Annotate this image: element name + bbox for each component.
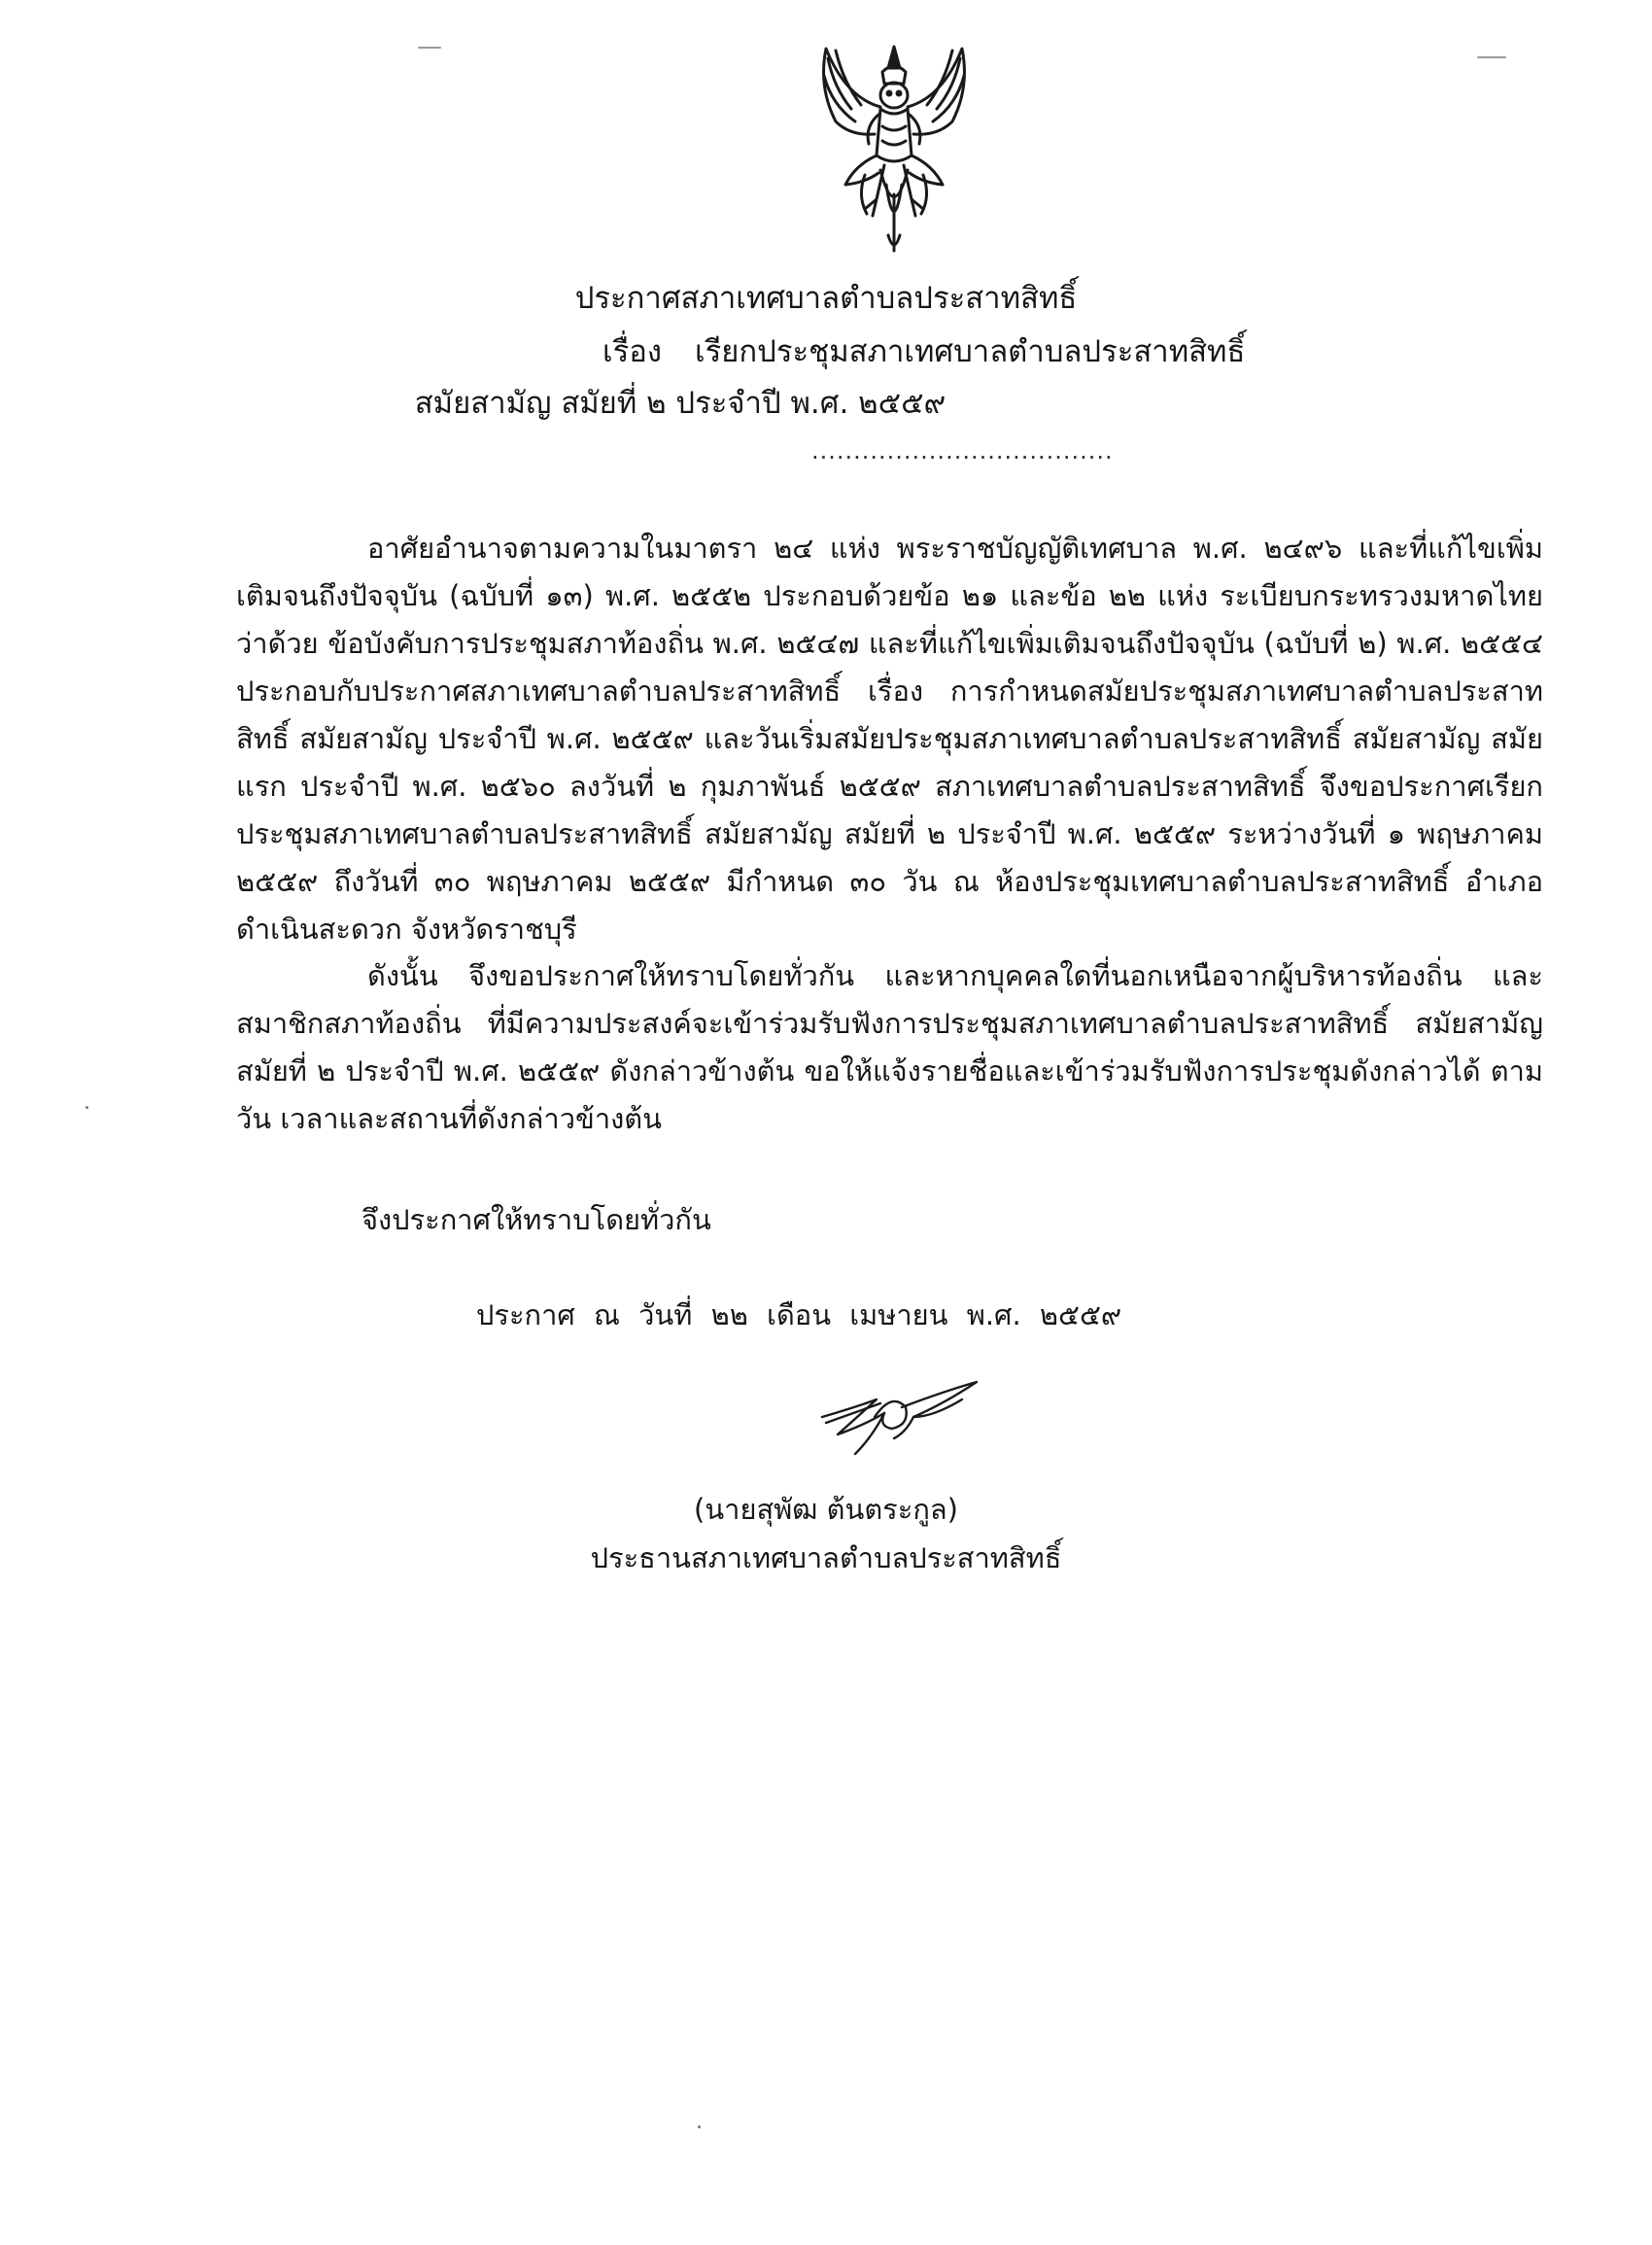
body-paragraph-2: ดังนั้น จึงขอประกาศให้ทราบโดยทั่วกัน และหากบุคคลใดที่นอกเหนือจากผู้บริหารท้องถิ่น และสมาชิกสภาท้องถิ่น ที่มีความประสงค์จะเข้าร่วมรับฟังการประชุมสภาเทศบาลตำบลประสาทสิทธิ์ สมัยสามัญ สมัยที่ ๒ ประจำปี พ.ศ. ๒๕๕๙ ดังกล่าวข้างต้น ขอให้แจ้งรายชื่อและเข้าร่วมรับฟังการประชุมดังกล่าวได้ ตามวัน เวลาและสถานที่ดังกล่าวข้างต้น [236,959,1543,1135]
scan-speck [418,47,441,49]
scan-speck [86,1106,88,1109]
announcement-date: ประกาศ ณ วันที่ ๒๒ เดือน เมษายน พ.ศ. ๒๕๕๙ [476,1298,1122,1331]
body-paragraph-1: อาศัยอำนาจตามความในมาตรา ๒๔ แห่ง พระราชบัญญัติเทศบาล พ.ศ. ๒๔๙๖ และที่แก้ไขเพิ่มเติมจนถึงปัจจุบัน (ฉบับที่ ๑๓) พ.ศ. ๒๕๕๒ ประกอบด้วยข้อ ๒๑ และข้อ ๒๒ แห่ง ระเบียบกระทรวงมหาดไทย ว่าด้วย ข้อบังคับการประชุมสภาท้องถิ่น พ.ศ. ๒๕๔๗ และที่แก้ไขเพิ่มเติมจนถึงปัจจุบัน (ฉบับที่ ๒) พ.ศ. ๒๕๕๔ ประกอบกับประกาศสภาเทศบาลตำบลประสาทสิทธิ์ เรื่อง การกำหนดสมัยประชุมสภาเทศบาลตำบลประสาทสิทธิ์ สมัยสามัญ ประจำปี พ.ศ. ๒๕๕๙ และวันเริ่มสมัยประชุมสภาเทศบาลตำบลประสาทสิทธิ์ สมัยสามัญ สมัยแรก ประจำปี พ.ศ. ๒๕๖๐ ลงวันที่ ๒ กุมภาพันธ์ ๒๕๕๙ สภาเทศบาลตำบลประสาทสิทธิ์ จึงขอประกาศเรียกประชุมสภาเทศบาลตำบลประสาทสิทธิ์ สมัยสามัญ สมัยที่ ๒ ประจำปี พ.ศ. ๒๕๕๙ ระหว่างวันที่ ๑ พฤษภาคม ๒๕๕๙ ถึงวันที่ ๓๐ พฤษภาคม ๒๕๕๙ มีกำหนด ๓๐ วัน ณ ห้องประชุมเทศบาลตำบลประสาทสิทธิ์ อำเภอดำเนินสะดวก จังหวัดราชบุรี [236,532,1543,946]
announcement-heading: ประกาศสภาเทศบาลตำบลประสาทสิทธิ์ [574,281,1078,316]
signer-title: ประธานสภาเทศบาลตำบลประสาทสิทธิ์ [590,1541,1062,1574]
separator-dots: .................................... [811,437,1114,465]
garuda-emblem-icon [797,29,991,272]
closing-statement: จึงประกาศให้ทราบโดยทั่วกัน [361,1203,711,1236]
signer-name: (นายสุพัฒ ต้นตระกูล) [694,1493,958,1526]
subject-text: เรียกประชุมสภาเทศบาลตำบลประสาทสิทธิ์ [695,334,1246,369]
subject-row [602,330,1245,373]
handwritten-signature-icon [816,1378,981,1466]
session-line: สมัยสามัญ สมัยที่ ๒ ประจำปี พ.ศ. ๒๕๕๙ [414,386,946,421]
scan-speck [1477,56,1506,58]
scan-speck [698,2125,701,2128]
subject-label: เรื่อง [602,334,663,369]
